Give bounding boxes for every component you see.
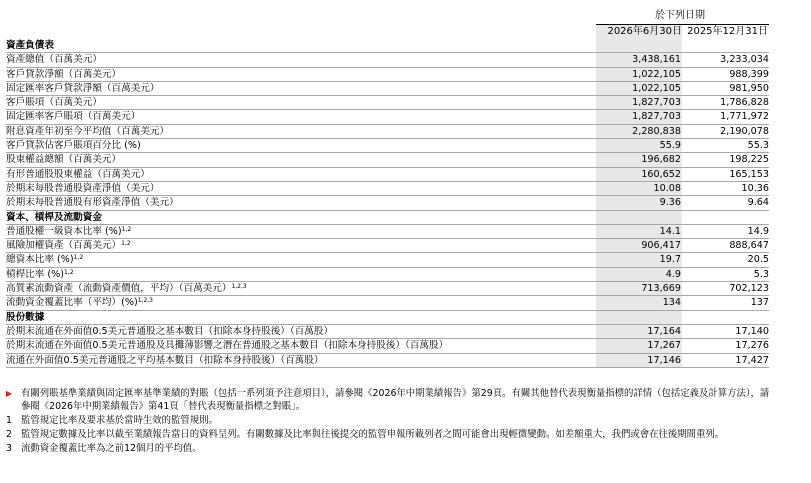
value-2025-12-31: 10.36 — [741, 182, 769, 194]
row-label-text: 於期末流通在外面值0.5美元普通股及具攤薄影響之潛在普通股之基本數目（扣除本身持股後）（百萬股） — [6, 340, 449, 352]
value-2026-06-30: 160,652 — [596, 168, 682, 181]
row-label-text: 高質素流動資產（流動資產價值，平均）（百萬美元） — [6, 283, 232, 295]
reconciliation-note — [6, 387, 776, 413]
row-label — [6, 96, 591, 109]
value-2026-06-30: 55.9 — [596, 139, 682, 152]
row-label-text: 客戶賬項（百萬美元） — [6, 97, 102, 109]
row-label-text: 總資本比率 (%) — [6, 254, 74, 266]
value-2026-06-30: 19.7 — [596, 253, 682, 266]
table-row — [6, 354, 769, 368]
table-row — [6, 68, 769, 82]
value-2026-06-30: 1,827,703 — [596, 96, 682, 109]
value-2025-12-31: 702,123 — [729, 283, 769, 295]
value-2026-06-30: 17,267 — [596, 339, 682, 352]
value-2025-12-31: 17,427 — [735, 354, 769, 366]
footnote-text: 監管規定比率及要求基於當時生效的監管規則。 — [21, 415, 218, 426]
row-label-text: 資產總值（百萬美元） — [6, 54, 102, 66]
row-label-text: 於期末流通在外面值0.5美元普通股之基本數目（扣除本身持股後）（百萬股） — [6, 325, 334, 337]
table-row — [6, 182, 769, 196]
row-label-text: 客戶貸款淨額（百萬美元） — [6, 68, 122, 80]
date-group-header: 於下列日期 — [655, 10, 705, 21]
value-2025-12-31 — [682, 311, 769, 324]
row-label — [6, 225, 591, 238]
table-row — [6, 325, 769, 339]
value-2025-12-31: 14.9 — [747, 225, 769, 237]
footnote-ref: 1,2,3 — [231, 283, 247, 291]
value-2026-06-30 — [596, 311, 682, 324]
footnote-number: 2 — [6, 429, 12, 440]
footnote-ref: 1,2 — [73, 254, 84, 262]
value-2026-06-30: 17,164 — [596, 325, 682, 338]
value-2026-06-30: 3,438,161 — [596, 53, 682, 66]
footnote-number: 3 — [6, 443, 12, 454]
value-2025-12-31: 1,786,828 — [720, 97, 769, 109]
footnote-ref: 1,2 — [121, 225, 132, 233]
value-2025-12-31: 55.3 — [747, 140, 769, 152]
table-row — [6, 282, 769, 296]
section-header-row — [6, 211, 769, 225]
value-2025-12-31: 17,276 — [735, 340, 769, 352]
row-label-text: 資產負債表 — [6, 40, 54, 51]
footnote-ref: 1,2 — [121, 240, 131, 248]
row-label-text: 流動資金覆蓋比率（平均）(%) — [6, 297, 138, 309]
value-2026-06-30 — [596, 39, 682, 52]
value-2026-06-30 — [596, 211, 682, 224]
table-row — [6, 253, 769, 267]
table-row — [6, 96, 769, 110]
row-label-text: 客戶貸款佔客戶賬項百分比 (%) — [6, 140, 141, 152]
footnote-text: 有關列賬基準業績與固定匯率基準業績的對賬（包括一系列須予注意項目），請參閱《2026年中期業績報告》第29頁。有關其他替代表現衡量指標的詳情（包括定義及計算方法），請參閱《2026年中期業績報告》第41頁「替代表現衡量指標之對賬」。 — [21, 388, 770, 412]
value-2026-06-30: 4.9 — [596, 268, 682, 281]
value-2025-12-31: 17,140 — [735, 325, 769, 337]
section-header-row — [6, 311, 769, 325]
footnote-text: 監管規定數據及比率以截至業績報告當日的資料呈列。有關數據及比率與往後提交的監管申報所載列者之間可能會出現輕微變動。如差額重大，我們或會在往後期間重列。 — [21, 429, 725, 440]
row-label-text: 流通在外面值0.5美元普通股之平均基本數目（扣除本身持股後）（百萬股） — [6, 354, 324, 366]
table-row — [6, 225, 769, 239]
value-2025-12-31: 20.5 — [747, 254, 769, 266]
table-row — [6, 125, 769, 139]
row-label — [6, 253, 591, 266]
row-label-text: 風險加權資產（百萬美元） — [6, 240, 122, 252]
row-label — [6, 68, 591, 81]
row-label — [6, 268, 591, 281]
row-label — [6, 53, 591, 66]
row-label-text: 槓桿比率 (%) — [6, 268, 65, 280]
value-2026-06-30: 1,022,105 — [596, 82, 682, 95]
row-label-text: 股東權益總額（百萬美元） — [6, 154, 122, 166]
footnote-3 — [6, 442, 776, 455]
table-row — [6, 82, 769, 96]
value-2025-12-31: 137 — [750, 297, 769, 309]
table-row — [6, 239, 769, 253]
table-row — [6, 339, 769, 353]
row-label-text: 於期末每股普通股資產淨值（美元） — [6, 182, 160, 194]
row-label — [6, 196, 591, 209]
row-label — [6, 153, 591, 166]
row-label — [6, 282, 591, 295]
row-label — [6, 139, 591, 152]
table-row — [6, 110, 769, 124]
value-2025-12-31 — [682, 211, 769, 224]
value-2025-12-31: 988,399 — [729, 68, 769, 80]
value-2025-12-31: 888,647 — [729, 240, 769, 252]
row-label-text: 股份數據 — [6, 311, 45, 323]
value-2025-12-31 — [682, 39, 769, 52]
row-label — [6, 125, 591, 138]
value-2026-06-30: 14.1 — [596, 225, 682, 238]
table-row — [6, 196, 769, 210]
row-label — [6, 110, 591, 123]
table-row — [6, 268, 769, 282]
value-2026-06-30: 1,827,703 — [596, 110, 682, 123]
footnote-ref: 1,2,3 — [137, 297, 154, 305]
row-label-text: 於期末每股普通股有形資產淨值（美元） — [6, 197, 179, 209]
row-label — [6, 82, 591, 95]
value-2026-06-30: 906,417 — [596, 239, 682, 252]
value-2025-12-31: 981,950 — [729, 82, 769, 94]
triangle-bullet-icon: ▶ — [6, 389, 13, 398]
table-row — [6, 296, 769, 310]
row-label — [6, 168, 591, 181]
table-row — [6, 53, 769, 67]
table-row — [6, 153, 769, 167]
value-2025-12-31: 2,190,078 — [720, 125, 769, 137]
value-2025-12-31: 9.64 — [747, 197, 769, 209]
row-label — [6, 182, 591, 195]
value-2026-06-30: 713,669 — [596, 282, 682, 295]
financial-highlights-table — [6, 39, 769, 368]
value-2026-06-30: 10.08 — [596, 182, 682, 195]
row-label — [6, 296, 591, 309]
value-2025-12-31: 198,225 — [729, 154, 769, 166]
value-2026-06-30: 134 — [596, 296, 682, 309]
footnote-1 — [6, 414, 776, 427]
section-title — [6, 211, 591, 224]
value-2025-12-31: 5.3 — [753, 268, 769, 280]
row-label-text: 固定匯率客戶貸款淨額（百萬美元） — [6, 82, 160, 94]
row-label-text: 普通股權一級資本比率 (%) — [6, 225, 122, 237]
section-title — [6, 39, 591, 52]
section-title — [6, 311, 591, 324]
value-2026-06-30: 9.36 — [596, 196, 682, 209]
row-label — [6, 339, 591, 352]
value-2026-06-30: 1,022,105 — [596, 68, 682, 81]
table-row — [6, 168, 769, 182]
section-header-row — [6, 39, 769, 53]
row-label-text: 附息資產年初至今平均值（百萬美元） — [6, 125, 170, 137]
value-2026-06-30: 17,146 — [596, 354, 682, 367]
value-2025-12-31: 1,771,972 — [720, 111, 769, 123]
column-header-2025-12-31: 2025年12月31日 — [687, 26, 768, 37]
value-2026-06-30: 196,682 — [596, 153, 682, 166]
value-2025-12-31: 3,233,034 — [720, 54, 769, 66]
row-label-text: 資本、槓桿及流動資金 — [6, 211, 102, 223]
footnote-2 — [6, 428, 776, 441]
value-2026-06-30: 2,280,838 — [596, 125, 682, 138]
column-header-2026-06-30: 2026年6月30日 — [607, 26, 682, 37]
value-2025-12-31: 165,153 — [729, 168, 769, 180]
row-label-text: 有形普通股股東權益（百萬美元） — [6, 168, 150, 180]
row-label — [6, 325, 591, 338]
row-label — [6, 354, 591, 367]
table-row — [6, 139, 769, 153]
footnote-ref: 1,2 — [64, 268, 74, 276]
row-label-text: 固定匯率客戶賬項（百萬美元） — [6, 111, 141, 123]
footnotes — [6, 387, 776, 456]
footnote-text: 流動資金覆蓋比率為之前12個月的平均值。 — [21, 443, 202, 454]
footnote-number: 1 — [6, 415, 12, 426]
row-label — [6, 239, 591, 252]
